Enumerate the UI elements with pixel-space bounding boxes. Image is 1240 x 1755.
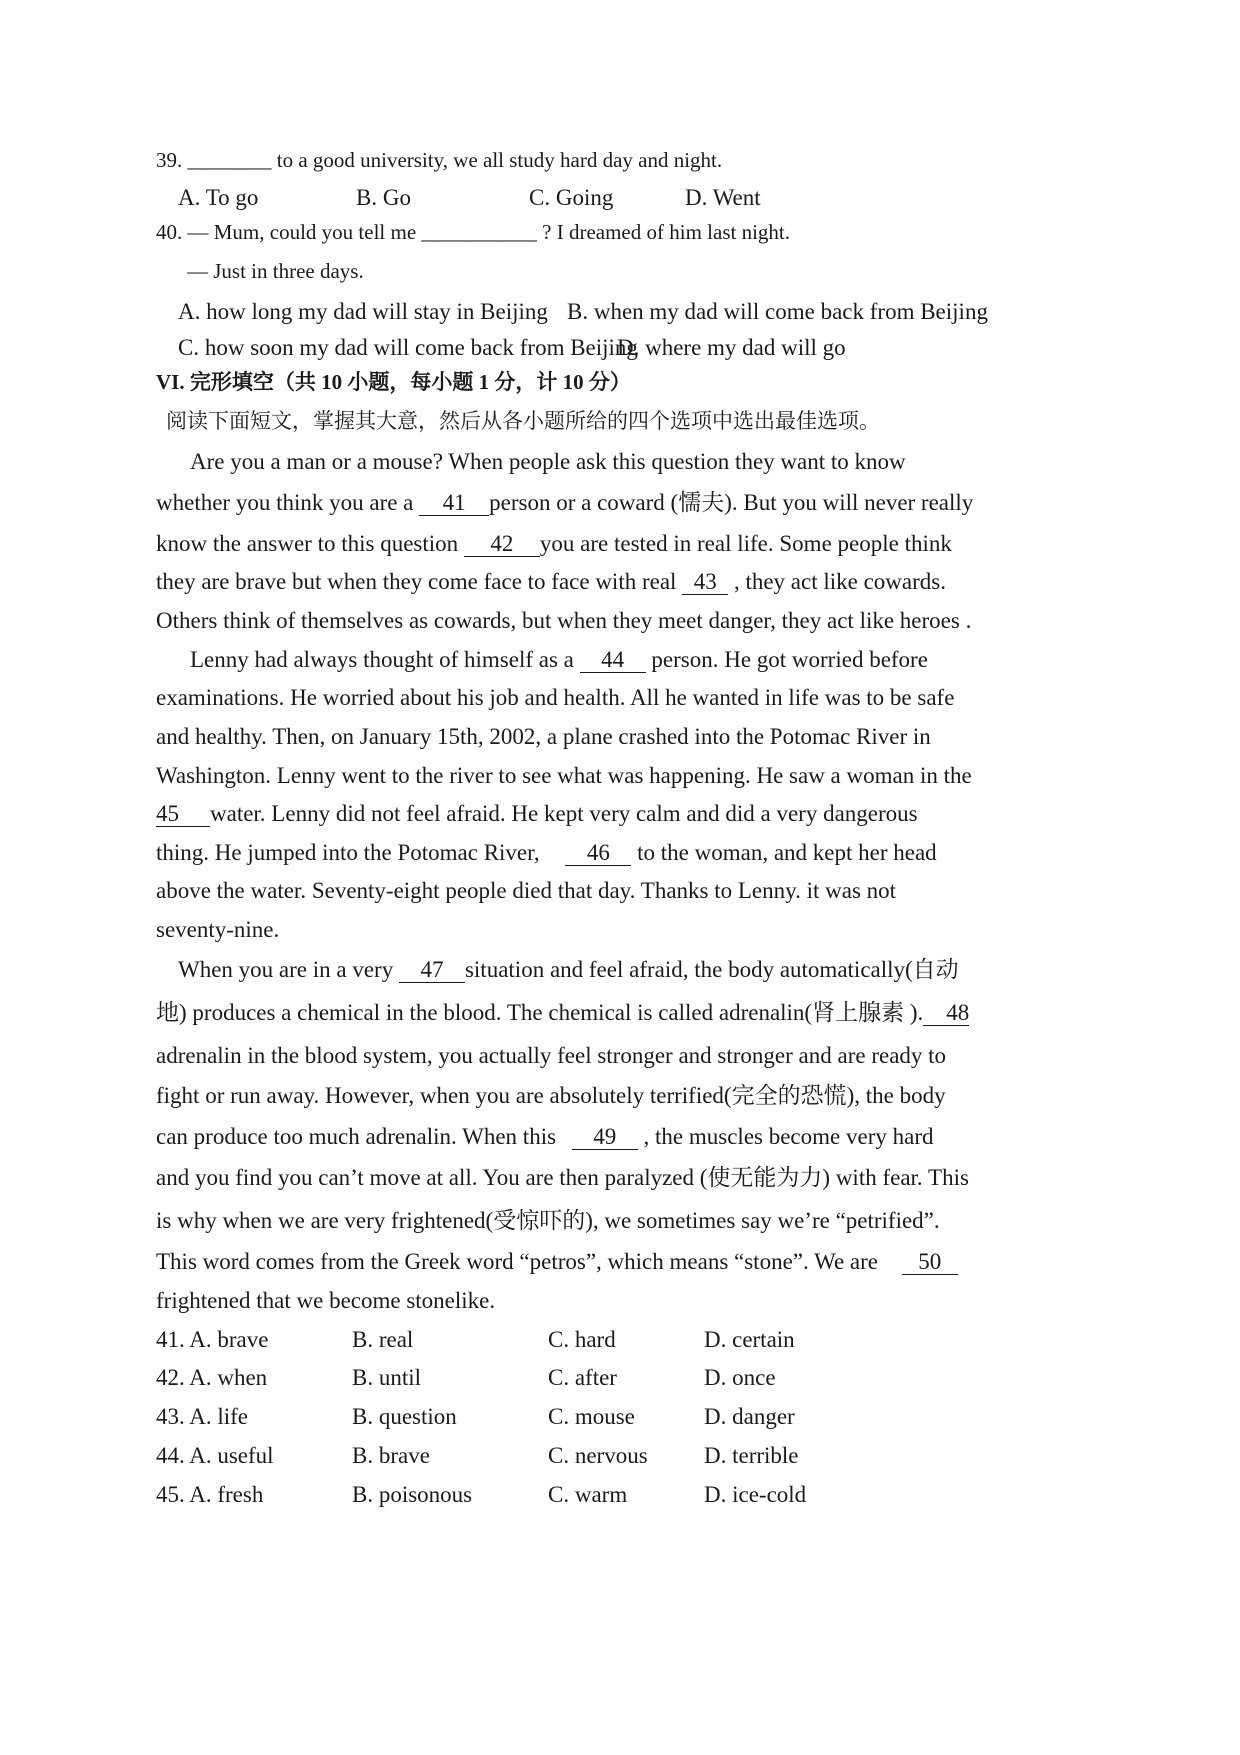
answer-44-d: D. terrible [704,1443,799,1468]
answer-44-b: B. brave [352,1443,430,1468]
question-40-stem: 40. — Mum, could you tell me ___________ ? I dreamed of him last night. [156,220,790,244]
answer-41-d: D. certain [704,1327,795,1352]
passage-line-21 [156,1250,958,1275]
passage-line-10 [156,802,918,827]
section-instruction: 阅读下面短文，掌握其大意，然后从各小题所给的四个选项中选出最佳选项。 [166,409,880,433]
q39-option-c: C. Going [529,185,614,210]
passage-text: person or a coward (懦夫). But you will never really [489,490,974,515]
passage-line-2 [156,491,973,516]
blank-46: 46 [565,841,631,866]
passage-line-4 [156,570,946,595]
passage-text: 地) produces a chemical in the blood. The chemical is called adrenalin(肾上腺素 ). [156,1000,924,1025]
answer-42-c: C. after [548,1365,617,1390]
passage-line-3 [156,532,952,557]
passage-line-14 [178,958,959,983]
passage-line-22: frightened that we become stonelike. [156,1288,496,1313]
answer-45-b: B. poisonous [352,1482,473,1507]
q39-option-b: B. Go [356,185,411,210]
passage-line-11 [156,841,937,866]
passage-line-19: and you find you can’t move at all. You are then paralyzed (使无能为力) with fear. This [156,1165,969,1190]
passage-line-20: is why when we are very frightened(受惊吓的), we sometimes say we’re “petrified”. [156,1208,940,1233]
passage-text: Lenny had always thought of himself as a [190,647,580,672]
blank-49: 49 [572,1125,638,1150]
passage-text: they are brave but when they come face to face with real [156,569,683,594]
passage-text: whether you think you are a [156,490,420,515]
q40-option-b: B. when my dad will come back from Beijing [567,299,988,324]
passage-line-13: seventy-nine. [156,917,280,942]
q39-option-a: A. To go [178,185,259,210]
answer-42-d: D. once [704,1365,776,1390]
passage-line-15 [156,1001,969,1026]
passage-text: When you are in a very [178,957,399,982]
q40-option-a: A. how long my dad will stay in Beijing [178,299,548,324]
answer-43-b: B. question [352,1404,457,1429]
passage-text: , they act like cowards. [728,569,946,594]
blank-48: 48 [923,1001,969,1026]
answer-44-c: C. nervous [548,1443,648,1468]
answer-43-c: C. mouse [548,1404,635,1429]
answer-43-a: 43. A. life [156,1404,248,1429]
blank-41: 41 [419,491,489,516]
passage-text: This word comes from the Greek word “petros”, which means “stone”. We are [156,1249,884,1274]
blank-47: 47 [399,958,465,983]
passage-line-5: Others think of themselves as cowards, but when they meet danger, they act like heroes . [156,608,972,633]
passage-line-9: Washington. Lenny went to the river to see what was happening. He saw a woman in the [156,763,972,788]
passage-text: , the muscles become very hard [637,1124,934,1149]
answer-41-b: B. real [352,1327,414,1352]
passage-line-8: and healthy. Then, on January 15th, 2002, a plane crashed into the Potomac River in [156,724,931,749]
answer-45-d: D. ice-cold [704,1482,807,1507]
answer-45-a: 45. A. fresh [156,1482,264,1507]
answer-44-a: 44. A. useful [156,1443,274,1468]
q39-option-d: D. Went [685,185,761,210]
blank-50: 50 [902,1250,958,1275]
answer-43-d: D. danger [704,1404,795,1429]
passage-line-16: adrenalin in the blood system, you actually feel stronger and stronger and are ready to [156,1043,947,1068]
passage-text: can produce too much adrenalin. When this [156,1124,562,1149]
passage-text: person. He got worried before [645,647,928,672]
question-39-stem: 39. ________ to a good university, we all study hard day and night. [156,148,723,172]
question-40-reply: — Just in three days. [187,259,364,283]
passage-line-7: examinations. He worried about his job and health. All he wanted in life was to be safe [156,685,955,710]
answer-42-a: 42. A. when [156,1365,268,1390]
passage-text: water. Lenny did not feel afraid. He kept very calm and did a very dangerous [210,801,918,826]
passage-line-17: fight or run away. However, when you are absolutely terrified(完全的恐慌), the body [156,1083,946,1108]
passage-line-18 [156,1125,933,1150]
blank-44: 44 [580,648,646,673]
answer-45-c: C. warm [548,1482,628,1507]
q40-option-d: D. where my dad will go [617,335,846,360]
blank-45: 45 [156,802,210,827]
passage-line-1: Are you a man or a mouse? When people ask this question they want to know [190,449,906,474]
passage-text: thing. He jumped into the Potomac River, [156,840,546,865]
passage-line-12: above the water. Seventy-eight people died that day. Thanks to Lenny. it was not [156,878,897,903]
passage-text: to the woman, and kept her head [631,840,937,865]
answer-41-a: 41. A. brave [156,1327,269,1352]
blank-43: 43 [682,570,728,595]
answer-42-b: B. until [352,1365,422,1390]
section-heading: VI. 完形填空（共 10 小题，每小题 1 分，计 10 分） [156,370,631,394]
passage-text: you are tested in real life. Some people think [539,531,952,556]
answer-41-c: C. hard [548,1327,616,1352]
blank-42: 42 [464,532,540,557]
passage-text: situation and feel afraid, the body automatically(自动 [464,957,959,982]
q40-option-c: C. how soon my dad will come back from Beijing [178,335,638,360]
passage-line-6 [190,648,928,673]
passage-text: know the answer to this question [156,531,464,556]
